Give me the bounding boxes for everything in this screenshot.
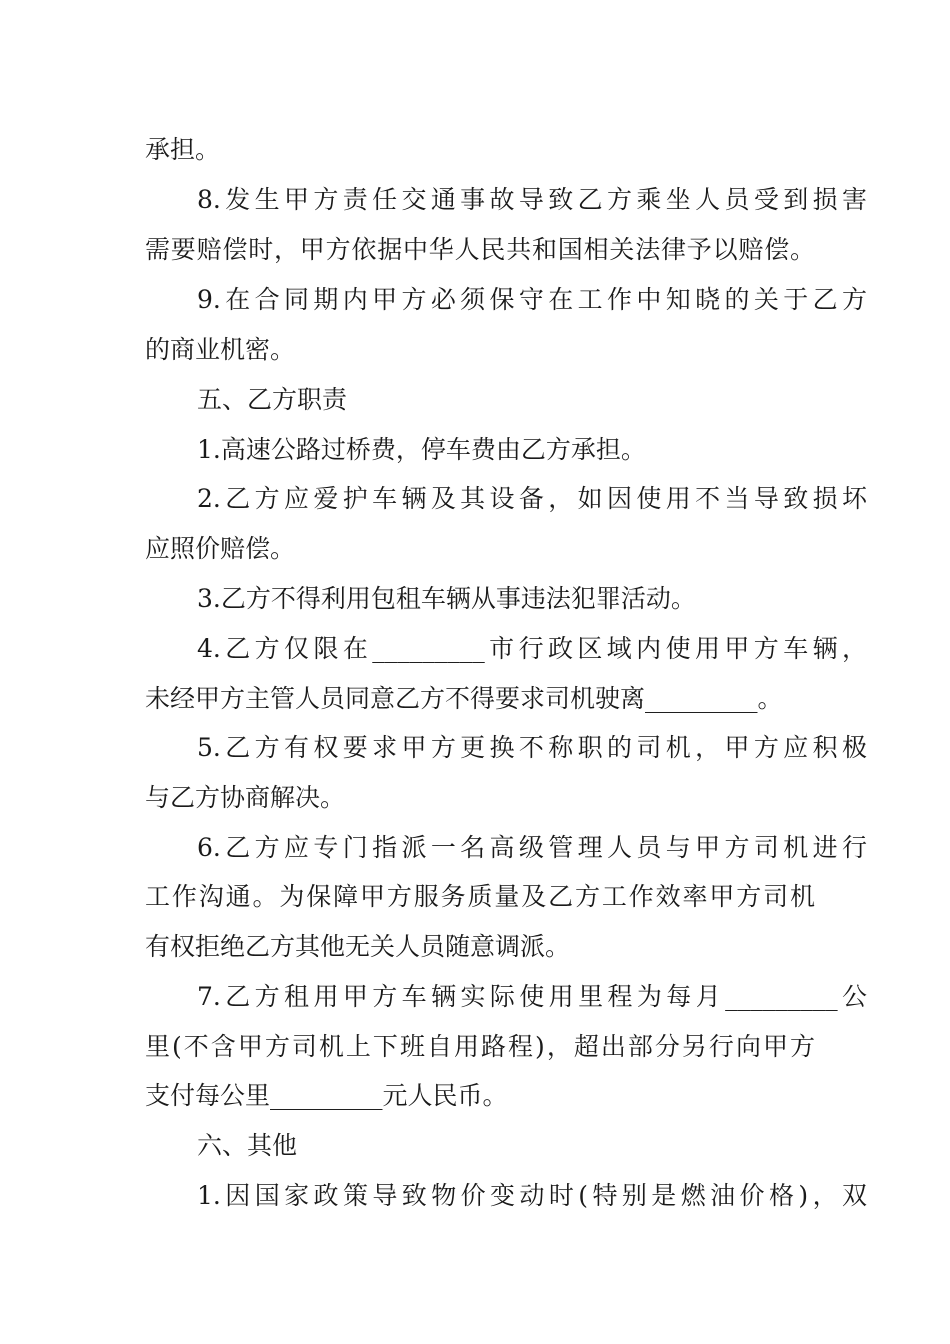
text-line-7: 1.高速公路过桥费，停车费由乙方承担。 (197, 435, 646, 464)
text-line-8: 2.乙方应爱护车辆及其设备，如因使用不当导致损坏 (197, 484, 867, 513)
text-line-13: 5.乙方有权要求甲方更换不称职的司机，甲方应积极 (197, 733, 867, 762)
text-line-18: 7.乙方租用甲方车辆实际使用里程为每月_________公 (197, 982, 867, 1011)
text-line-22: 1.因国家政策导致物价变动时(特别是燃油价格)，双 (197, 1181, 867, 1210)
text-line-17: 有权拒绝乙方其他无关人员随意调派。 (145, 932, 571, 961)
text-line-1: 承担。 (145, 135, 221, 164)
section-heading-5: 五、乙方职责 (197, 385, 348, 414)
text-line-3: 需要赔偿时，甲方依据中华人民共和国相关法律予以赔偿。 (145, 235, 815, 264)
text-line-19: 里(不含甲方司机上下班自用路程)，超出部分另行向甲方 (145, 1032, 815, 1061)
text-line-14: 与乙方协商解决。 (145, 783, 346, 812)
text-line-15: 6.乙方应专门指派一名高级管理人员与甲方司机进行 (197, 833, 867, 862)
text-line-9: 应照价赔偿。 (145, 534, 296, 563)
text-line-16: 工作沟通。为保障甲方服务质量及乙方工作效率甲方司机 (145, 882, 815, 911)
text-line-2: 8.发生甲方责任交通事故导致乙方乘坐人员受到损害 (197, 185, 867, 214)
text-line-20: 支付每公里_________元人民币。 (145, 1081, 508, 1110)
text-line-12: 未经甲方主管人员同意乙方不得要求司机驶离_________。 (145, 684, 783, 713)
text-line-4: 9.在合同期内甲方必须保守在工作中知晓的关于乙方 (197, 285, 867, 314)
text-line-11: 4.乙方仅限在_________市行政区域内使用甲方车辆， (197, 634, 867, 663)
text-line-5: 的商业机密。 (145, 335, 296, 364)
section-heading-6: 六、其他 (197, 1131, 298, 1160)
text-line-10: 3.乙方不得利用包租车辆从事违法犯罪活动。 (197, 584, 696, 613)
